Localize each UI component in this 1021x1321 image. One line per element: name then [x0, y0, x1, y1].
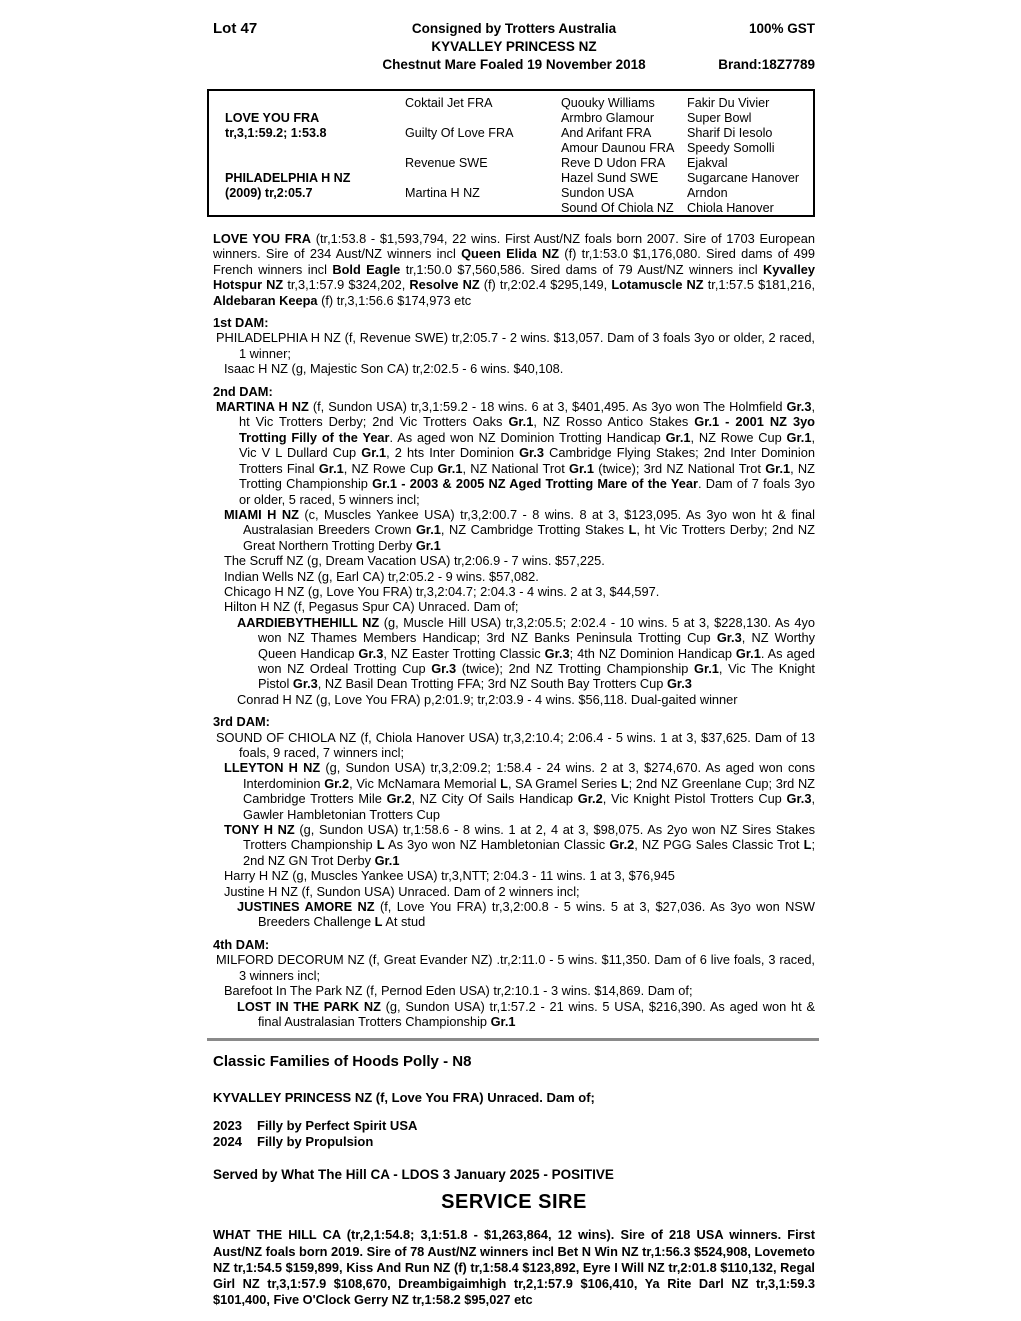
- pedigree-table: [207, 89, 815, 217]
- body-text: MILFORD DECORUM NZ (f, Great Evander NZ) .tr,2:11.0 - 5 wins. $11,350. Dam of 6 live foals, 3 raced, 3 winners incl;: [216, 952, 815, 983]
- body-text: . As aged won NZ Ordeal Trotting Cup: [258, 645, 815, 676]
- emphasized-text: Gr.3: [519, 445, 544, 461]
- pedigree-ancestor-gen3: And Arifant FRA: [561, 126, 652, 140]
- body-text: At stud: [382, 914, 426, 930]
- sire-name: LOVE YOU FRA: [225, 111, 320, 125]
- body-text: Justine H NZ (f, Sundon USA) Unraced. Dam of 2 winners incl;: [224, 883, 580, 899]
- dam4-heading: 4th DAM:: [213, 936, 270, 952]
- emphasized-text: Gr.1: [415, 537, 441, 553]
- body-text: , NZ Cambridge Trotting Stakes: [440, 522, 629, 538]
- emphasized-text: LOST IN THE PARK NZ: [237, 998, 381, 1014]
- body-text: , Gawler Hambletonian Trotters Cup: [243, 791, 815, 822]
- body-text: , NZ Basil Dean Trotting FFA; 3rd NZ South Bay Trotters Cup: [317, 676, 667, 692]
- horse-name: KYVALLEY PRINCESS NZ: [431, 39, 597, 54]
- body-text: (twice); 2nd NZ Trotting Championship: [456, 660, 694, 676]
- body-text: . Dam of 7 foals 3yo or older, 5 raced, 5 winners incl;: [239, 476, 816, 507]
- emphasized-text: Kyvalley Hotspur NZ: [213, 261, 815, 293]
- body-text: Harry H NZ (g, Muscles Yankee USA) tr,3,NTT; 2:04.3 - 11 wins. 1 at 3, $76,945: [224, 868, 675, 884]
- emphasized-text: MARTINA H NZ: [216, 399, 309, 415]
- body-text: tr,1:50.0 $7,560,586. Sired dams of 79 Aust/NZ winners incl: [400, 261, 764, 277]
- dam4-milford-decorum: [213, 952, 815, 983]
- pedigree-ancestor-gen3: Sundon USA: [561, 186, 634, 200]
- body-text: (tr,1:53.8 - $1,593,794, 22 wins. First Aust/NZ foals born 2007. Sire of 1703 European winners. Sire of 234 Aust/NZ winners incl: [213, 231, 815, 262]
- body-text: tr,1:57.5 $181,216,: [703, 277, 815, 293]
- pedigree-ancestor-gen3: Hazel Sund SWE: [561, 171, 659, 185]
- emphasized-text: LLEYTON H NZ: [224, 760, 321, 776]
- emphasized-text: TONY H NZ: [224, 822, 295, 838]
- pedigree-ancestor-gen4: Sharif Di Iesolo: [687, 126, 773, 140]
- header-row-1: [213, 20, 815, 38]
- body-text: , Vic The Knight Pistol: [258, 660, 815, 692]
- header-row-3: [213, 56, 815, 74]
- consignor-line: Consigned by Trotters Australia: [411, 21, 617, 36]
- pedigree-ancestor-gen3: Sound Of Chiola NZ: [561, 201, 674, 215]
- body-text: (f) tr,2:02.4 $295,149,: [479, 277, 612, 293]
- emphasized-text: L: [620, 775, 629, 791]
- emphasized-text: Gr.3: [358, 645, 384, 661]
- foal-conrad-h: [213, 692, 815, 707]
- pedigree-ancestor-gen4: Arndon: [687, 186, 728, 200]
- produce-year: 2024: [213, 1134, 242, 1150]
- body-text: SOUND OF CHIOLA NZ (f, Chiola Hanover USA) tr,3,2:10.4; 2:06.4 - 5 wins. 1 at 3, $37,625. Dam of 13 foals, 9 raced, 7 winners incl;: [216, 729, 815, 760]
- body-text: Conrad H NZ (g, Love You FRA) p,2:01.9; tr,2:03.9 - 4 wins. $56,118. Dual-gaited winner: [237, 691, 738, 707]
- foal-justines-amore: [213, 899, 815, 930]
- pedigree-ancestor-gen3: Amour Daunou FRA: [561, 141, 675, 155]
- dam3-sound-of-chiola: [213, 730, 815, 761]
- body-text: Hilton H NZ (f, Pegasus Spur CA) Unraced. Dam of;: [224, 599, 519, 615]
- pedigree-ancestor-gen4: Sugarcane Hanover: [687, 171, 800, 185]
- brand-number: Brand:18Z7789: [718, 57, 815, 72]
- pedigree-ancestor-gen4: Speedy Somolli: [687, 141, 775, 155]
- emphasized-text: Gr.1: [490, 1013, 516, 1029]
- body-text: As 3yo won NZ Hambletonian Classic: [384, 837, 610, 853]
- emphasized-text: MIAMI H NZ: [224, 506, 299, 522]
- page-footer: [213, 1053, 815, 1308]
- foal-harry-h: [213, 868, 815, 883]
- body-text: , NZ Trotting Championship: [239, 460, 815, 492]
- foal-lleyton-h: [213, 760, 815, 822]
- gst-note: 100% GST: [748, 21, 815, 36]
- body-text: (c, Muscles Yankee USA) tr,3,2:00.7 - 8 wins. 8 at 3, $123,095. As 3yo won ht & final Australasian Breeders Crown: [243, 506, 815, 538]
- body-text: , SA Gramel Series: [507, 775, 621, 791]
- body-text: Barefoot In The Park NZ (f, Pernod Eden USA) tr,2:10.1 - 3 wins. $14,869. Dam of;: [224, 983, 693, 999]
- foal-tony-h: [213, 822, 815, 868]
- emphasized-text: Gr.1: [765, 460, 791, 476]
- body-text: (f, Sundon USA) tr,3,1:59.2 - 18 wins. 6 at 3, $401,495. As 3yo won The Holmfield: [308, 399, 787, 415]
- emphasized-text: Gr.1: [569, 460, 594, 476]
- emphasized-text: Gr.2: [577, 791, 603, 807]
- body-text: ; 4th NZ Dominion Handicap: [569, 645, 736, 661]
- body-text: , 2 hts Inter Dominion: [386, 445, 520, 461]
- foal-aardiebythehill: [213, 615, 815, 692]
- body-text: , ht Vic Trotters Derby; 2nd NZ Great Northern Trotting Derby: [243, 522, 815, 553]
- emphasized-text: Gr.1: [318, 460, 344, 476]
- body-text: , NZ National Trot: [462, 460, 570, 476]
- body-text: ; 2nd NZ GN Trot Derby: [243, 837, 815, 868]
- dam1-heading: 1st DAM:: [213, 315, 269, 331]
- dam1-philadelphia-h: [213, 330, 815, 361]
- dam-name: PHILADELPHIA H NZ: [225, 171, 351, 185]
- emphasized-text: Gr.1: [508, 414, 534, 430]
- emphasized-text: L: [376, 837, 385, 853]
- body-text: (g, Sundon USA) tr,1:57.2 - 21 wins. 5 USA, $216,390. As aged won ht & final Australasian Trotters Championship: [258, 998, 815, 1029]
- body-text: , ht Vic Trotters Derby; 2nd Vic Trotters Oaks: [239, 399, 815, 430]
- body-text: (twice); 3rd NZ National Trot: [593, 460, 766, 476]
- pedigree-ancestor-gen4: Chiola Hanover: [687, 201, 774, 215]
- emphasized-text: Gr.1 - 2003 & 2005 NZ Aged Trotting Mare of the Year: [372, 476, 698, 492]
- sire-summary: [213, 231, 815, 308]
- foal-barefoot-in-the-park: [213, 983, 815, 998]
- produce-list: [213, 1118, 815, 1150]
- emphasized-text: Gr.1: [374, 852, 400, 868]
- foal-chicago-h: [213, 584, 815, 599]
- body-text: , NZ Rosso Antico Stakes: [533, 414, 695, 430]
- pedigree-ancestor-gen3: Reve D Udon FRA: [561, 156, 666, 170]
- pedigree-gen3: [561, 96, 689, 215]
- body-text: (f) tr,3,1:56.6 $174,973 etc: [317, 292, 472, 308]
- emphasized-text: Gr.1: [694, 660, 719, 676]
- emphasized-text: LOVE YOU FRA: [213, 231, 312, 246]
- pedigree-ancestor-gen2: Martina H NZ: [405, 186, 480, 200]
- body-text: (f) tr,1:53.0 $1,176,080. Sired dams of 499 French winners incl: [213, 246, 815, 277]
- horse-description: Chestnut Mare Foaled 19 November 2018: [382, 57, 646, 72]
- body-text: Indian Wells NZ (g, Earl CA) tr,2:05.2 - 9 wins. $57,082.: [224, 568, 539, 584]
- body-text: ; 2nd NZ Greenlane Cup; 3rd NZ Cambridge Trotters Mile: [243, 775, 816, 807]
- sire-record: tr,3,1:59.2; 1:53.8: [225, 126, 327, 140]
- body-text: tr,3,1:57.9 $324,202,: [283, 277, 410, 293]
- pedigree-dam: [225, 171, 350, 201]
- emphasized-text: Gr.1 - 2001 NZ 3yo Trotting Filly of the Year: [239, 414, 815, 445]
- foal-hilton-h: [213, 599, 815, 614]
- body-text: , NZ Easter Trotting Classic: [383, 645, 545, 661]
- produce-record: [213, 1118, 815, 1134]
- body-text: (g, Sundon USA) tr,1:58.6 - 8 wins. 1 at 2, 4 at 3, $98,075. As 2yo won NZ Sires Stakes Trotters Championship: [243, 822, 815, 853]
- emphasized-text: Gr.3: [666, 676, 692, 692]
- emphasized-text: Bold Eagle: [332, 261, 401, 277]
- emphasized-text: Queen Elida NZ: [461, 246, 560, 262]
- emphasized-text: AARDIEBYTHEHILL NZ: [237, 614, 380, 630]
- body-text: Chicago H NZ (g, Love You FRA) tr,3,2:04.7; 2:04.3 - 4 wins. 2 at 3, $44,597.: [224, 583, 660, 599]
- served-by-line: Served by What The Hill CA - LDOS 3 January 2025 - POSITIVE: [213, 1167, 614, 1183]
- page-header: [213, 20, 815, 74]
- body-text: , NZ Rowe Cup: [343, 460, 438, 476]
- pedigree-ancestor-gen3: Armbro Glamour: [561, 111, 655, 125]
- emphasized-text: Gr.2: [609, 837, 635, 853]
- body-text: , Vic McNamara Memorial: [349, 775, 501, 791]
- pedigree-ancestor-gen2: Revenue SWE: [405, 156, 488, 170]
- pedigree-gen2: [405, 96, 560, 215]
- page-content: [213, 20, 815, 1308]
- emphasized-text: Gr.3: [544, 645, 570, 661]
- foal-the-scruff: [213, 553, 815, 568]
- service-sire-paragraph: WHAT THE HILL CA (tr,2,1:54.8; 3,1:51.8 - $1,263,864, 12 wins). Sire of 218 USA winners. First Aust/NZ foals born 2019. Sire of 78 Aust/NZ winners incl Bet N Win NZ tr,1:56.3 $524,908, Lovemeto NZ tr,1:54.5 $159,899, Kiss And Run NZ (f) tr,1:58.4 $123,892, Eyre I Will NZ tr,2:01.8 $110,132, Regal Girl NZ tr,3,1:57.9 $108,670, Dreambigaimhigh tr,2,1:57.9 $106,410, Ya Rite Darl NZ tr,3,1:59.3 $101,400, Five O'Clock Gerry NZ tr,1:58.2 $95,027 etc: [213, 1227, 815, 1308]
- produce-description: Filly by Perfect Spirit USA: [257, 1118, 418, 1134]
- body-text: Isaac H NZ (g, Majestic Son CA) tr,2:02.5 - 6 wins. $40,108.: [224, 361, 564, 377]
- lot-number: Lot 47: [213, 20, 258, 37]
- foal-lost-in-the-park: [213, 999, 815, 1030]
- emphasized-text: Gr.1: [665, 429, 691, 445]
- emphasized-text: Aldebaran Keepa: [213, 292, 318, 308]
- body-text: , NZ City Of Sails Handicap: [411, 791, 578, 807]
- body-text: The Scruff NZ (g, Dream Vacation USA) tr,2:06.9 - 7 wins. $57,225.: [224, 553, 605, 569]
- emphasized-text: L: [803, 837, 812, 853]
- pedigree-ancestor-gen2: Coktail Jet FRA: [405, 96, 493, 110]
- body-text: , NZ PGG Sales Classic Trot: [634, 837, 804, 853]
- emphasized-text: Resolve NZ: [409, 277, 480, 293]
- pedigree-ancestor-gen2: Guilty Of Love FRA: [405, 126, 514, 140]
- emphasized-text: Gr.1: [415, 522, 441, 538]
- body-text: , Vic Knight Pistol Trotters Cup: [602, 791, 787, 807]
- body-text: , NZ Rowe Cup: [690, 429, 787, 445]
- emphasized-text: JUSTINES AMORE NZ: [237, 899, 375, 915]
- foal-isaac-h: [213, 361, 815, 376]
- emphasized-text: Gr.1: [437, 460, 463, 476]
- body-text: (f, Love You FRA) tr,3,2:00.8 - 5 wins. 5 at 3, $27,036. As 3yo won NSW Breeders Challenge: [258, 899, 815, 930]
- emphasized-text: Gr.2: [386, 791, 412, 807]
- classic-families-line: Classic Families of Hoods Polly - N8: [213, 1053, 472, 1071]
- emphasized-text: Gr.1: [735, 645, 761, 661]
- mare-produce-intro: KYVALLEY PRINCESS NZ (f, Love You FRA) Unraced. Dam of;: [213, 1090, 595, 1106]
- emphasized-text: L: [628, 522, 637, 538]
- dam2-heading: 2nd DAM:: [213, 383, 273, 399]
- foal-indian-wells: [213, 569, 815, 584]
- section-divider: [207, 1038, 819, 1041]
- body-text: . As aged won NZ Dominion Trotting Handicap: [389, 429, 666, 445]
- body-text: Cambridge Flying Stakes; 2nd Inter Dominion Trotters Final: [239, 445, 816, 476]
- emphasized-text: L: [374, 914, 383, 930]
- pedigree-ancestor-gen4: Fakir Du Vivier: [687, 96, 770, 110]
- emphasized-text: Gr.3: [786, 791, 812, 807]
- produce-record: [213, 1134, 815, 1150]
- body-text: , NZ Worthy Queen Handicap: [258, 630, 815, 661]
- pedigree-ancestor-gen3: Quouky Williams: [561, 96, 655, 110]
- body-text: (g, Sundon USA) tr,3,2:09.2; 1:58.4 - 24 wins. 2 at 3, $274,670. As aged won cons Interdominion: [243, 760, 815, 791]
- emphasized-text: Gr.1: [361, 445, 387, 461]
- emphasized-text: Gr.3: [716, 630, 742, 646]
- emphasized-text: Lotamuscle NZ: [611, 277, 704, 293]
- emphasized-text: Gr.2: [324, 775, 350, 791]
- body-text: PHILADELPHIA H NZ (f, Revenue SWE) tr,2:05.7 - 2 wins. $13,057. Dam of 3 foals 3yo or older, 2 raced, 1 winner;: [216, 330, 815, 361]
- produce-year: 2023: [213, 1118, 242, 1134]
- dam-record: (2009) tr,2:05.7: [225, 186, 313, 200]
- pedigree-gen4: [687, 96, 815, 215]
- body-text: , Vic V L Dullard Cup: [239, 429, 816, 461]
- body-text: (g, Muscle Hill USA) tr,3,2:05.5; 2:02.4 - 10 wins. 5 at 3, $228,130. As 4yo won NZ Thames Members Handicap; 3rd NZ Banks Peninsula Trotting Cup: [258, 614, 815, 646]
- foal-miami-h: [213, 507, 815, 553]
- pedigree-sire: [225, 111, 327, 141]
- service-sire-heading: SERVICE SIRE: [441, 1191, 587, 1214]
- pedigree-ancestor-gen4: Ejakval: [687, 156, 728, 170]
- dam3-heading: 3rd DAM:: [213, 714, 270, 730]
- emphasized-text: Gr.3: [431, 660, 457, 676]
- emphasized-text: Gr.1: [786, 429, 812, 445]
- pedigree-text: [213, 231, 815, 1029]
- emphasized-text: Gr.3: [786, 399, 812, 415]
- foal-justine-h: [213, 884, 815, 899]
- pedigree-gen1: [225, 96, 405, 215]
- header-row-2: [213, 38, 815, 56]
- pedigree-ancestor-gen4: Super Bowl: [687, 111, 752, 125]
- produce-description: Filly by Propulsion: [257, 1134, 374, 1150]
- emphasized-text: L: [500, 775, 508, 791]
- dam2-martina-h: [213, 399, 815, 507]
- emphasized-text: Gr.3: [292, 676, 318, 692]
